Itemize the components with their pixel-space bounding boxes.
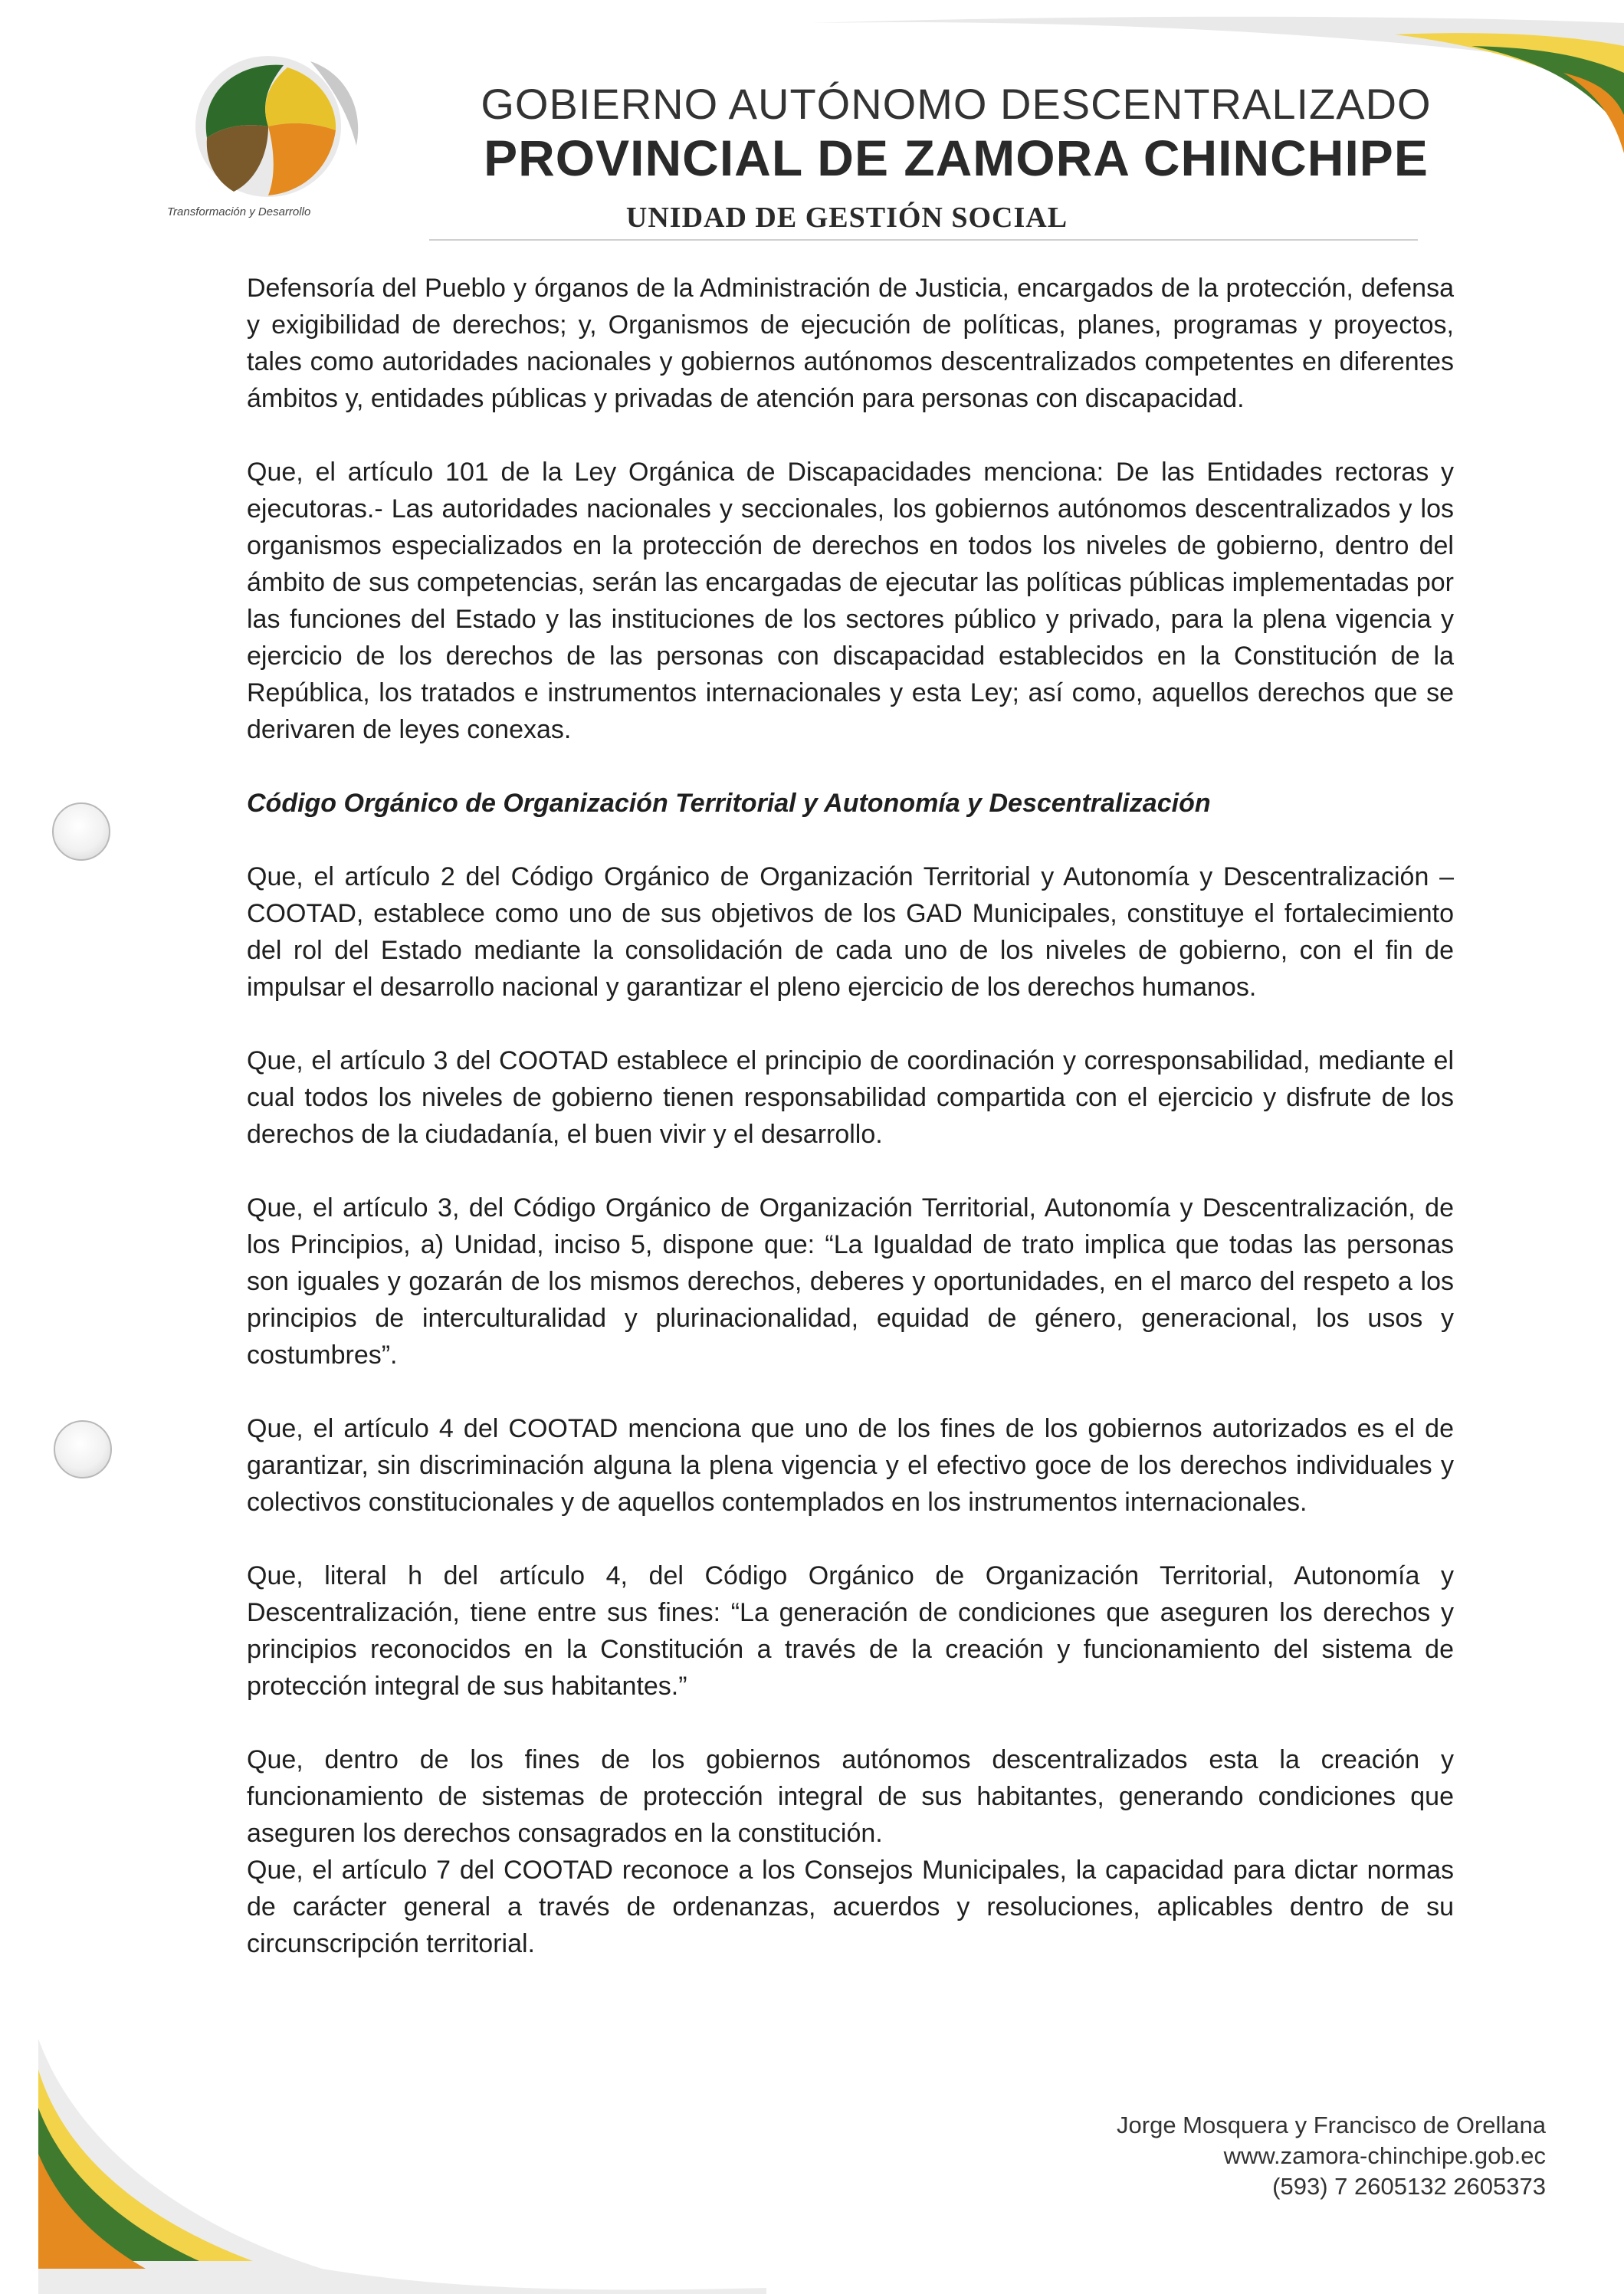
paragraph: Defensoría del Pueblo y órganos de la Administración de Justicia, encargados de la protección, defensa y exigibilidad de derechos; y, Organismos de ejecución de políticas, planes, programas y proyectos, tales como autoridades nacionales y gobiernos autónomos descentralizados competentes en diferentes ámbitos y, entidades públicas y privadas de atención para personas con discapacidad. bbox=[247, 274, 1454, 413]
punch-hole-icon bbox=[54, 1420, 112, 1478]
footer-swoosh-decoration bbox=[0, 2039, 766, 2294]
paragraph: Que, el artículo 101 de la Ley Orgánica de Discapacidades menciona: De las Entidades rectoras y ejecutoras.- Las autoridades nacionales y seccionales, los gobiernos autónomos descentralizados y los organismos especializados en la protección de derechos en todos los niveles de gobierno, dentro del ámbito de sus competencias, serán las encargadas de ejecutar las políticas públicas implementadas por las funciones del Estado y las instituciones de los sectores público y privado, para la plena vigencia y ejercicio de los derechos de las personas con discapacidad establecidos en la Constitución de la República, los tratados e instrumentos internacionales y esta Ley; así como, aquellos derechos que se derivaren de leyes conexas. bbox=[247, 458, 1454, 744]
logo-caption: Transformación y Desarrollo bbox=[167, 205, 311, 218]
footer-contact bbox=[1117, 2110, 1546, 2202]
gad-logo bbox=[153, 31, 406, 222]
footer-website[interactable]: www.zamora-chinchipe.gob.ec bbox=[1223, 2142, 1546, 2169]
paragraph: Que, el artículo 2 del Código Orgánico de Organización Territorial y Autonomía y Descentralización – COOTAD, establece como uno de sus objetivos de los GAD Municipales, constituye el fortalecimiento del rol del Estado mediante la consolidación de cada uno de los niveles de gobierno, con el fin de impulsar el desarrollo nacional y garantizar el pleno ejercicio de los derechos humanos. bbox=[247, 862, 1454, 1002]
section-heading: Código Orgánico de Organización Territorial y Autonomía y Descentralización bbox=[247, 789, 1211, 818]
paragraph: Que, dentro de los fines de los gobiernos autónomos descentralizados esta la creación y funcionamiento de sistemas de protección integral de sus habitantes, generando condiciones que aseguren los derechos consagrados en la constitución. bbox=[247, 1745, 1454, 1848]
paragraph: Que, el artículo 7 del COOTAD reconoce a los Consejos Municipales, la capacidad para dictar normas de carácter general a través de ordenanzas, acuerdos y resoluciones, aplicables dentro de su circunscripción territorial. bbox=[247, 1856, 1454, 1958]
paragraph: Que, el artículo 3, del Código Orgánico de Organización Territorial, Autonomía y Descentralización, de los Principios, a) Unidad, inciso 5, dispone que: “La Igualdad de trato implica que todas las personas son iguales y gozarán de los mismos derechos, deberes y oportunidades, en el marco del respeto a los principios de interculturalidad y plurinacionalidad, equidad de género, generacional, los usos y costumbres”. bbox=[247, 1193, 1454, 1370]
paragraph: Que, literal h del artículo 4, del Código Orgánico de Organización Territorial, Autonomía y Descentralización, tiene entre sus fines: “La generación de condiciones que aseguren los derechos y principios reconocidos en la Constitución a través de la creación y funcionamiento del sistema de protección integral de sus habitantes.” bbox=[247, 1561, 1454, 1701]
punch-hole-icon bbox=[52, 802, 110, 861]
header-title-line1: GOBIERNO AUTÓNOMO DESCENTRALIZADO bbox=[481, 80, 1432, 128]
paragraph: Que, el artículo 4 del COOTAD menciona que uno de los fines de los gobiernos autorizados es el de garantizar, sin discriminación alguna la plena vigencia y el efectivo goce de los derechos individuales y colectivos constitucionales y de aquellos contemplados en los instrumentos internacionales. bbox=[247, 1414, 1454, 1517]
header-divider bbox=[429, 239, 1418, 241]
footer-phone: (593) 7 2605132 2605373 bbox=[1272, 2173, 1546, 2200]
header-title-line2: PROVINCIAL DE ZAMORA CHINCHIPE bbox=[484, 130, 1429, 186]
footer-address: Jorge Mosquera y Francisco de Orellana bbox=[1117, 2112, 1546, 2138]
header-unit: UNIDAD DE GESTIÓN SOCIAL bbox=[625, 202, 1068, 234]
document-body bbox=[247, 270, 1454, 1999]
paragraph: Que, el artículo 3 del COOTAD establece el principio de coordinación y corresponsabilidad, mediante el cual todos los niveles de gobierno tienen responsabilidad compartida con el ejercicio y disfrute de los derechos de la ciudadanía, el buen vivir y el desarrollo. bbox=[247, 1046, 1454, 1149]
